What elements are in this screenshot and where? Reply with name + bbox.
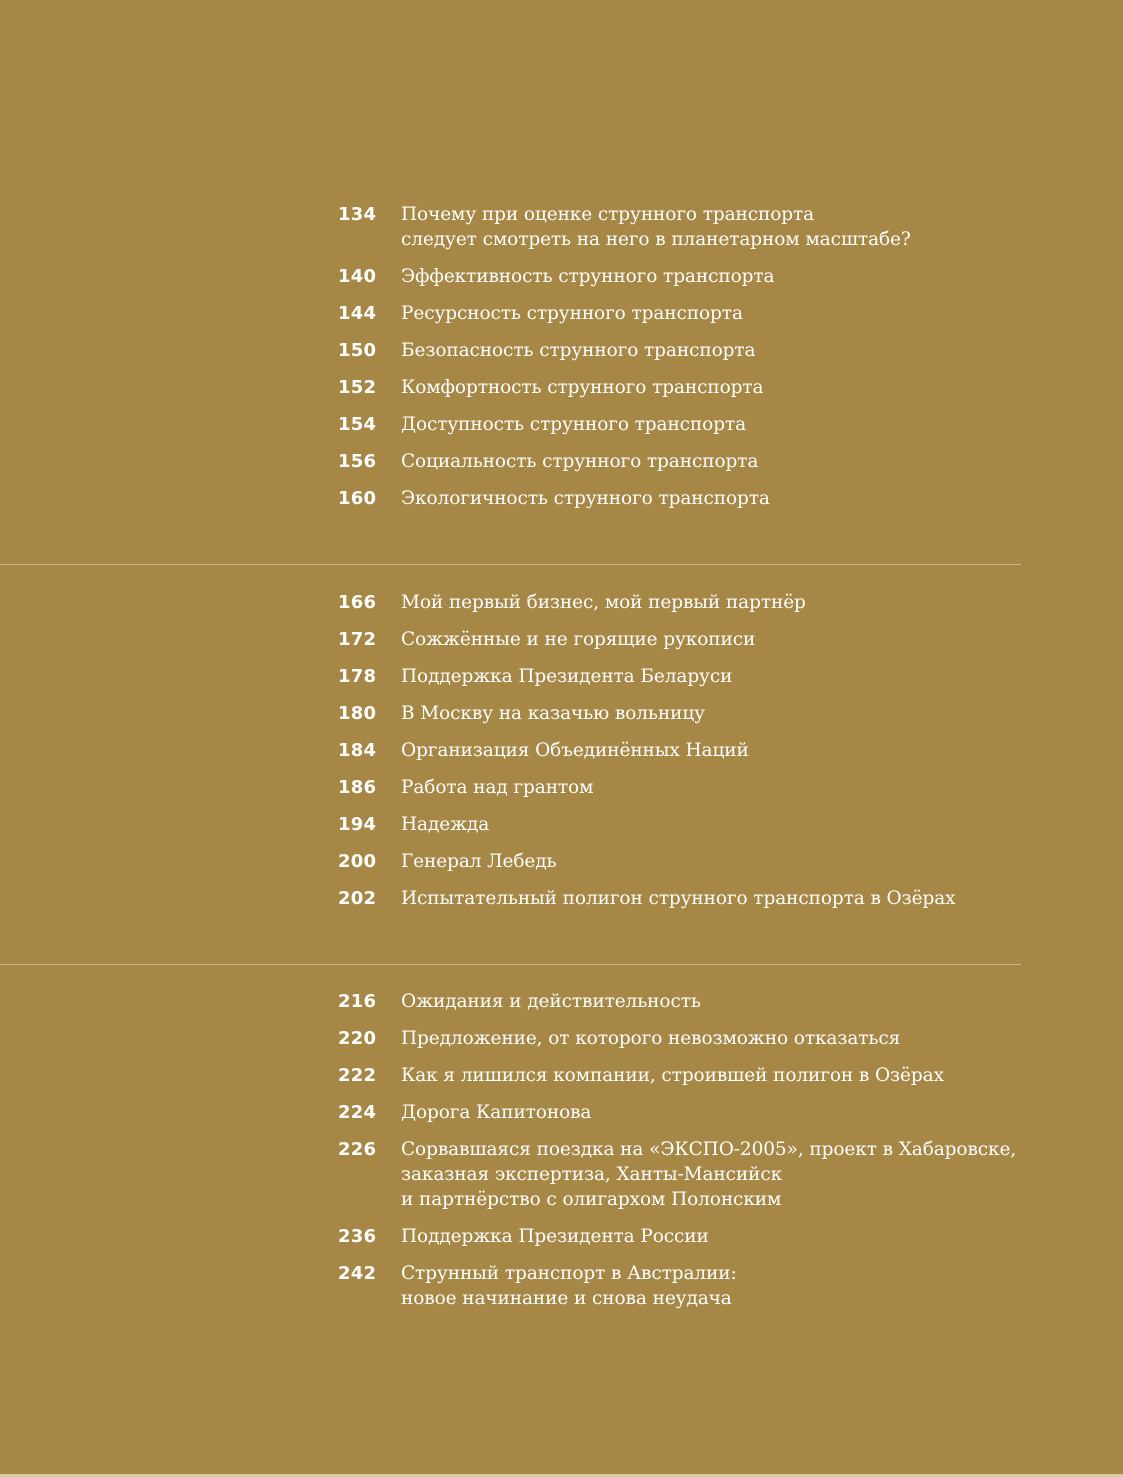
- toc-entry[interactable]: [338, 627, 1018, 652]
- toc-page-number: 144: [338, 303, 377, 324]
- toc-entry[interactable]: [338, 301, 1018, 326]
- section-divider: [0, 564, 1021, 565]
- toc-page-number: 236: [338, 1226, 377, 1247]
- toc-entry-title: Струнный транспорт в Австралии: новое начинание и снова неудача: [401, 1263, 737, 1309]
- toc-page-number: 202: [338, 888, 377, 909]
- toc-entry-title: Безопасность струнного транспорта: [401, 340, 756, 361]
- toc-page-number: 180: [338, 703, 377, 724]
- toc-entry[interactable]: [338, 849, 1018, 874]
- toc-section-1: [338, 202, 1018, 511]
- toc-entry[interactable]: [338, 989, 1018, 1014]
- toc-page-number: 166: [338, 592, 377, 613]
- toc-entry[interactable]: [338, 701, 1018, 726]
- toc-entry[interactable]: [338, 202, 1018, 252]
- toc-page-number: 226: [338, 1139, 377, 1160]
- toc-page-number: 134: [338, 204, 377, 225]
- toc-entry[interactable]: [338, 375, 1018, 400]
- toc-entry-title: Комфортность струнного транспорта: [401, 377, 764, 398]
- toc-page-number: 224: [338, 1102, 377, 1123]
- toc-page-number: 222: [338, 1065, 377, 1086]
- toc-entry[interactable]: [338, 1224, 1018, 1249]
- toc-section-3: [338, 989, 1018, 1311]
- toc-page-number: 160: [338, 488, 377, 509]
- toc-page-number: 216: [338, 991, 377, 1012]
- toc-entry[interactable]: [338, 1261, 1018, 1311]
- toc-page-number: 184: [338, 740, 377, 761]
- toc-entry-title: Испытательный полигон струнного транспорта в Озёрах: [401, 888, 956, 909]
- toc-entry-title: Как я лишился компании, строившей полигон в Озёрах: [401, 1065, 944, 1086]
- toc-entry[interactable]: [338, 1026, 1018, 1051]
- toc-page-number: 194: [338, 814, 377, 835]
- toc-entry-title: Почему при оценке струнного транспорта следует смотреть на него в планетарном масштабе?: [401, 204, 911, 250]
- toc-page-number: 186: [338, 777, 377, 798]
- toc-page-number: 150: [338, 340, 377, 361]
- toc-entry-title: Поддержка Президента Беларуси: [401, 666, 733, 687]
- toc-entry[interactable]: [338, 1063, 1018, 1088]
- toc-entry-title: В Москву на казачью вольницу: [401, 703, 705, 724]
- toc-entry[interactable]: [338, 1137, 1018, 1212]
- toc-entry-title: Дорога Капитонова: [401, 1102, 592, 1123]
- toc-entry-title: Ресурсность струнного транспорта: [401, 303, 743, 324]
- toc-page-number: 242: [338, 1263, 377, 1284]
- toc-entry[interactable]: [338, 590, 1018, 615]
- toc-entry-title: Генерал Лебедь: [401, 851, 557, 872]
- toc-section-2: [338, 590, 1018, 911]
- toc-entry-title: Надежда: [401, 814, 490, 835]
- toc-entry[interactable]: [338, 486, 1018, 511]
- toc-page-number: 154: [338, 414, 377, 435]
- toc-entry[interactable]: [338, 338, 1018, 363]
- toc-entry-title: Работа над грантом: [401, 777, 594, 798]
- toc-entry-title: Поддержка Президента России: [401, 1226, 709, 1247]
- toc-page-number: 178: [338, 666, 377, 687]
- toc-entry-title: Эффективность струнного транспорта: [401, 266, 775, 287]
- toc-entry-title: Организация Объединённых Наций: [401, 740, 749, 761]
- toc-entry[interactable]: [338, 1100, 1018, 1125]
- toc-entry-title: Сорвавшаяся поездка на «ЭКСПО-2005», проект в Хабаровске, заказная экспертиза, Ханты-Мансийск и партнёрство с олигархом Полонским: [401, 1139, 1017, 1210]
- toc-entry[interactable]: [338, 812, 1018, 837]
- toc-entry-title: Сожжённые и не горящие рукописи: [401, 629, 756, 650]
- toc-entry-title: Предложение, от которого невозможно отказаться: [401, 1028, 901, 1049]
- toc-entry[interactable]: [338, 738, 1018, 763]
- toc-entry[interactable]: [338, 449, 1018, 474]
- toc-page-number: 152: [338, 377, 377, 398]
- toc-entry[interactable]: [338, 775, 1018, 800]
- toc-entry-title: Мой первый бизнес, мой первый партнёр: [401, 592, 806, 613]
- toc-page-number: 140: [338, 266, 377, 287]
- toc-entry-title: Социальность струнного транспорта: [401, 451, 759, 472]
- section-divider: [0, 964, 1021, 965]
- toc-entry-title: Доступность струнного транспорта: [401, 414, 747, 435]
- toc-page-number: 200: [338, 851, 377, 872]
- toc-entry[interactable]: [338, 412, 1018, 437]
- toc-page-number: 220: [338, 1028, 377, 1049]
- toc-page-number: 172: [338, 629, 377, 650]
- toc-entry-title: Экологичность струнного транспорта: [401, 488, 770, 509]
- toc-entry[interactable]: [338, 264, 1018, 289]
- toc-page-number: 156: [338, 451, 377, 472]
- toc-entry[interactable]: [338, 886, 1018, 911]
- toc-entry-title: Ожидания и действительность: [401, 991, 701, 1012]
- toc-entry[interactable]: [338, 664, 1018, 689]
